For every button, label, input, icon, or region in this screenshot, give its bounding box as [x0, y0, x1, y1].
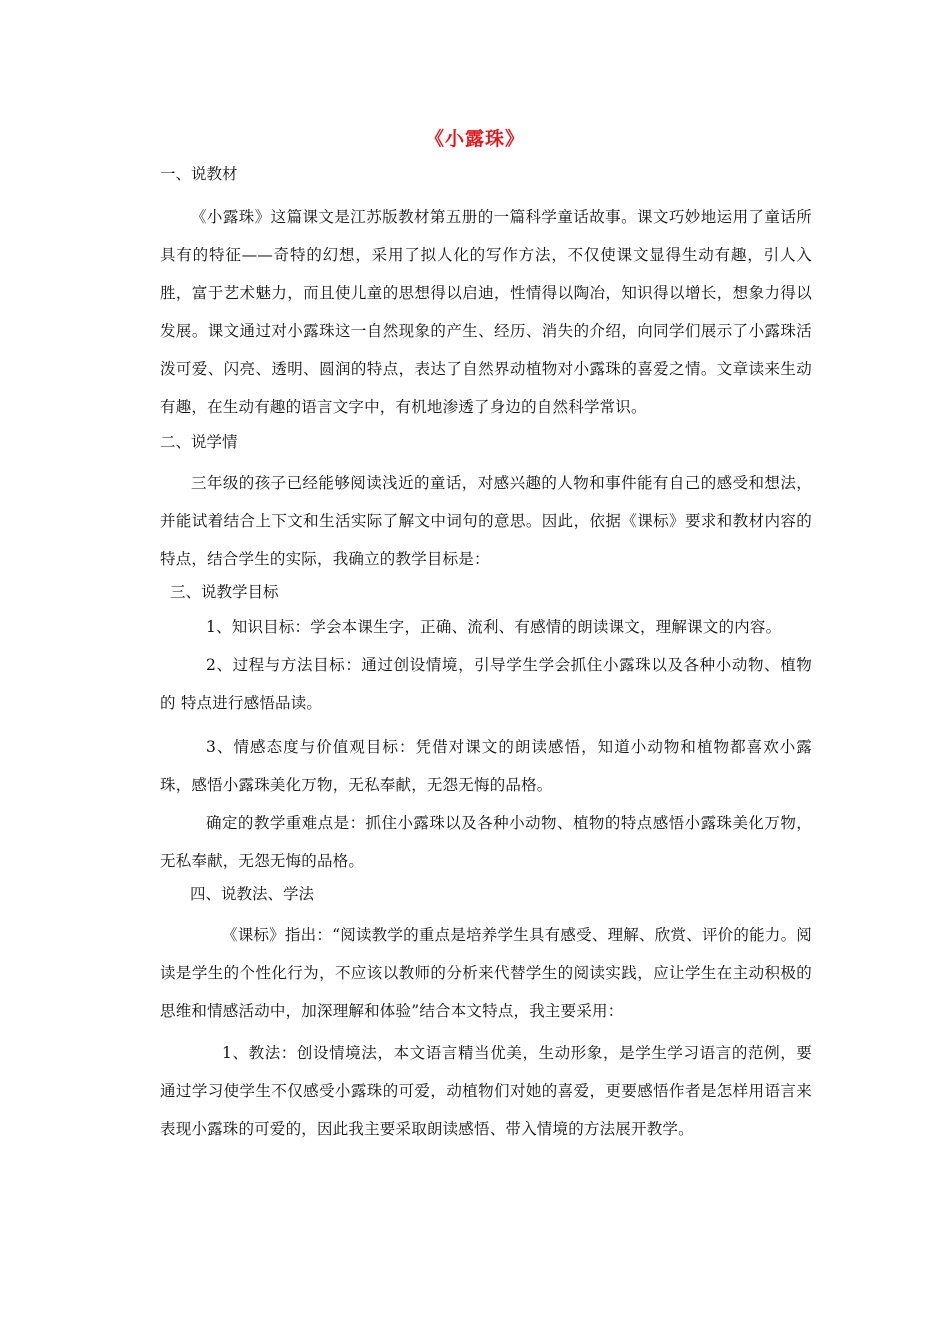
section-heading-student-analysis: 二、说学情	[160, 433, 238, 451]
paragraph-teaching-material: 《小露珠》这篇课文是江苏版教材第五册的一篇科学童话故事。课文巧妙地运用了童话所具有的特征——奇特的幻想，采用了拟人化的写作方法，不仅使课文显得生动有趣，引人入胜，富于艺术魅力，而且使儿童的思想得以启迪，性情得以陶冶，知识得以增长，想象力得以发展。课文通过对小露珠这一自然现象的产生、经历、消失的介绍，向同学们展示了小露珠活泼可爱、闪亮、透明、圆润的特点，表达了自然界动植物对小露珠的喜爱之情。文章读来生动有趣，在生动有趣的语言文字中，有机地渗透了身边的自然科学常识。	[160, 208, 812, 416]
paragraph-curriculum-standard: 《课标》指出：“阅读教学的重点是培养学生具有感受、理解、欣赏、评价的能力。阅读是学生的个性化行为，不应该以教师的分析来代替学生的阅读实践，应让学生在主动积极的思维和情感活动中，加深理解和体验”结合本文特点，我主要采用：	[160, 926, 812, 1020]
goal-emotion-values: 3、情感态度与价值观目标：凭借对课文的朗读感悟，知道小动物和植物都喜欢小露珠，感悟小露珠美化万物，无私奉献，无怨无悔的品格。	[160, 738, 812, 794]
goal-knowledge: 1、知识目标：学会本课生字，正确、流利、有感情的朗读课文，理解课文的内容。	[206, 618, 782, 636]
section-heading-teaching-methods: 四、说教法、学法	[190, 885, 315, 903]
section-heading-teaching-material: 一、说教材	[160, 165, 238, 183]
section-heading-teaching-goals: 三、说教学目标	[170, 583, 279, 601]
paragraph-student-analysis: 三年级的孩子已经能够阅读浅近的童话，对感兴趣的人物和事件能有自己的感受和想法，并能试着结合上下文和生活实际了解文中词句的意思。因此，依据《课标》要求和教材内容的特点，结合学生的实际，我确立的教学目标是：	[160, 474, 812, 568]
key-difficult-points: 确定的教学重难点是：抓住小露珠以及各种小动物、植物的特点感悟小露珠美化万物，无私奉献，无怨无悔的品格。	[160, 814, 812, 870]
document-body	[160, 160, 812, 1148]
goal-process-method: 2、过程与方法目标：通过创设情境，引导学生学会抓住小露珠以及各种小动物、植物的 特点进行感悟品读。	[160, 656, 812, 712]
method-teaching: 1、教法：创设情境法，本文语言精当优美，生动形象，是学生学习语言的范例，要通过学习使学生不仅感受小露珠的可爱，动植物们对她的喜爱，更要感悟作者是怎样用语言来表现小露珠的可爱的，因此我主要采取朗读感悟、带入情境的方法展开教学。	[160, 1044, 812, 1138]
document-title: 《小露珠》	[424, 128, 525, 150]
